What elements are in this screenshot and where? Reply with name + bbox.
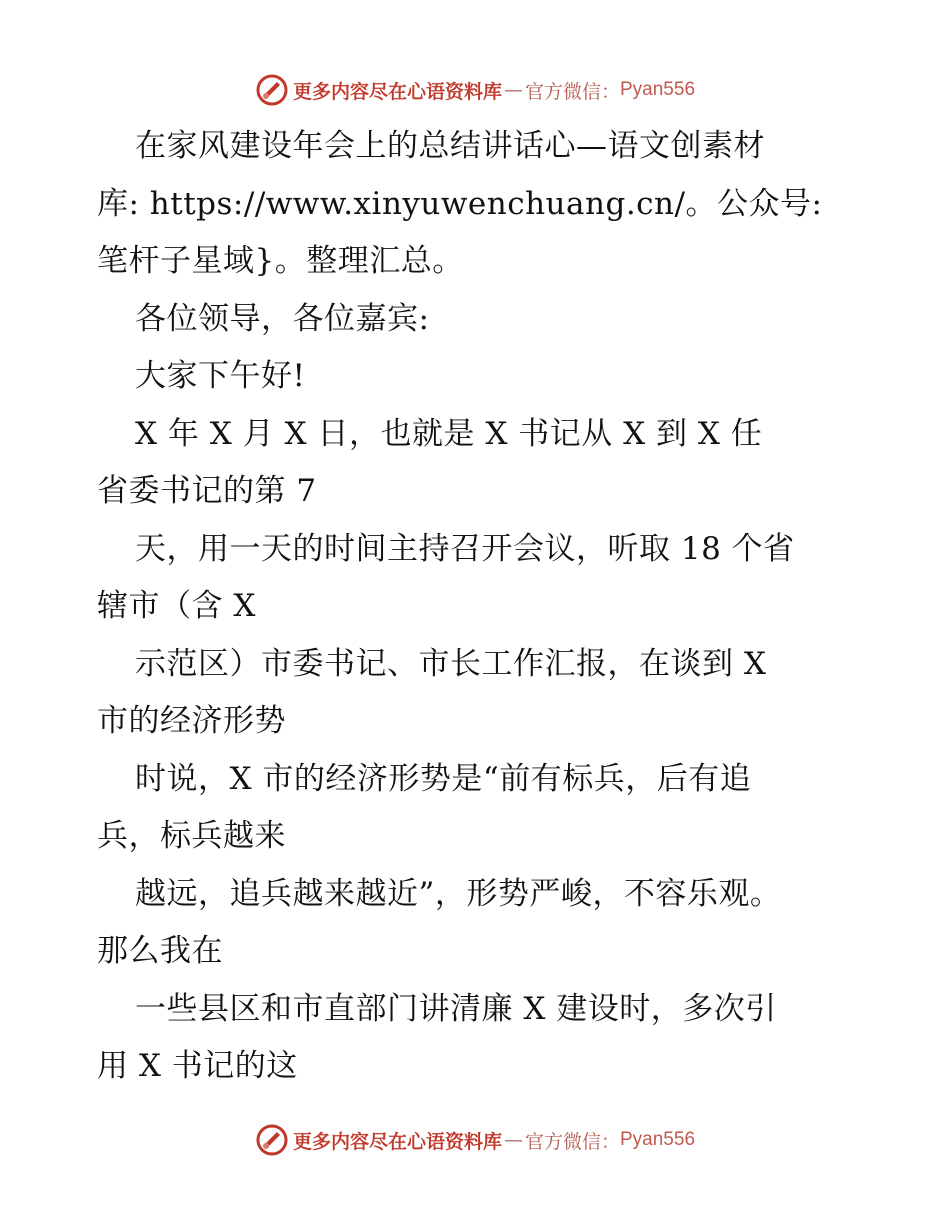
- body-line: 大家下午好!: [135, 358, 306, 394]
- body-line: 越远，追兵越来越近”，形势严峻，不容乐观。: [135, 875, 782, 912]
- body-line: 各位领导，各位嘉宾:: [135, 300, 430, 337]
- brand-logo-icon: [255, 1123, 289, 1157]
- footer-brand-text: 更多内容尽在心语资料库: [292, 1130, 502, 1153]
- header-contact-label: 官方微信：: [524, 80, 620, 103]
- brand-logo-icon: [255, 73, 289, 107]
- body-line: 在家风建设年会上的总结讲话心—语文创素材: [135, 128, 765, 164]
- body-line: 市的经济形势: [97, 703, 286, 739]
- footer-separator: —: [503, 1129, 523, 1151]
- body-line: 一些县区和市直部门讲清廉 X 建设时，多次引: [135, 990, 777, 1027]
- body-line: 示范区）市委书记、市长工作汇报，在谈到 X: [135, 645, 767, 682]
- body-line: 天，用一天的时间主持召开会议，听取 18 个省: [135, 530, 795, 567]
- footer-contact-id: Pyan556: [620, 1129, 696, 1150]
- footer-contact-label: 官方微信：: [524, 1130, 620, 1153]
- body-line: 兵，标兵越来: [97, 818, 286, 854]
- footer-banner: [0, 1120, 950, 1160]
- document-body: [97, 118, 867, 1096]
- body-line: 辖市（含 X: [97, 588, 256, 624]
- header-brand-text: 更多内容尽在心语资料库: [292, 80, 502, 103]
- body-line: 用 X 书记的这: [97, 1048, 298, 1084]
- header-separator: —: [503, 79, 523, 101]
- header-banner: [0, 70, 950, 110]
- body-line: 那么我在: [97, 933, 223, 969]
- body-line: 笔杆子星域}。整理汇总。: [97, 243, 464, 279]
- body-line: 库: https://www.xinyuwenchuang.cn/。公众号:: [97, 185, 823, 222]
- body-line: 省委书记的第 7: [97, 473, 317, 509]
- header-contact-id: Pyan556: [620, 79, 696, 100]
- body-line: 时说，X 市的经济形势是“前有标兵，后有追: [135, 760, 752, 797]
- body-line: X 年 X 月 X 日，也就是 X 书记从 X 到 X 任: [135, 415, 763, 452]
